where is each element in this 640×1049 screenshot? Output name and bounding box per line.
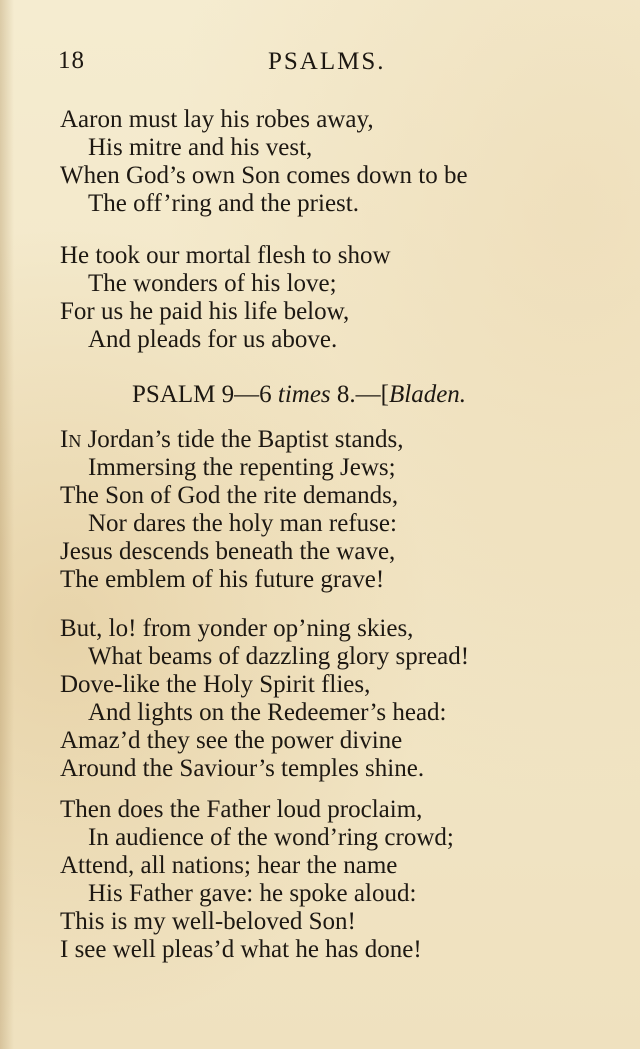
verse-line: When God’s own Son comes down to be	[60, 162, 468, 189]
psalm-number: PSALM 9	[132, 381, 235, 408]
verse-line: He took our mortal flesh to show	[60, 242, 391, 269]
psalm-meter-word: times	[277, 381, 331, 408]
verse-line: And pleads for us above.	[88, 326, 338, 353]
psalm-heading	[132, 381, 466, 409]
verse-line: Immersing the repenting Jews;	[88, 454, 396, 481]
verse-line: Dove-like the Holy Spirit flies,	[60, 671, 371, 698]
verse-line: The wonders of his love;	[88, 270, 337, 297]
verse-line: His Father gave: he spoke aloud:	[88, 880, 417, 907]
verse-line: But, lo! from yonder op’ning skies,	[60, 615, 414, 642]
verse-line: The Son of God the rite demands,	[60, 482, 399, 509]
verse-line: Aaron must lay his robes away,	[60, 106, 374, 133]
verse-line: And lights on the Redeemer’s head:	[88, 699, 447, 726]
verse-line: Nor dares the holy man refuse:	[88, 510, 397, 537]
verse-line: Then does the Father loud proclaim,	[60, 796, 423, 823]
verse-line: In audience of the wond’ring crowd;	[88, 824, 454, 851]
verse-line-first	[60, 425, 404, 454]
page-gutter-shadow	[0, 0, 14, 1049]
verse-line: I see well pleas’d what he has done!	[60, 936, 422, 963]
verse-line: Jesus descends beneath the wave,	[60, 538, 396, 565]
verse-line-rest: Jordan’s tide the Baptist stands,	[81, 426, 404, 453]
running-title: PSALMS.	[268, 48, 386, 75]
drop-word: In	[60, 426, 82, 453]
verse-line: Amaz’d they see the power divine	[60, 727, 403, 754]
page-number: 18	[58, 47, 85, 74]
verse-line: The off’ring and the priest.	[88, 190, 359, 217]
verse-line: His mitre and his vest,	[88, 134, 313, 161]
verse-line: Attend, all nations; hear the name	[60, 852, 398, 879]
verse-line: For us he paid his life below,	[60, 298, 350, 325]
verse-line: This is my well-beloved Son!	[60, 908, 356, 935]
verse-line: The emblem of his future grave!	[60, 566, 385, 593]
verse-line: Around the Saviour’s temples shine.	[60, 755, 425, 782]
psalm-meter-rest: 8.—[	[330, 381, 389, 408]
psalm-tune-name: Bladen.	[388, 381, 467, 408]
psalm-meter-dash: —6	[234, 381, 278, 408]
verse-line: What beams of dazzling glory spread!	[88, 643, 470, 670]
